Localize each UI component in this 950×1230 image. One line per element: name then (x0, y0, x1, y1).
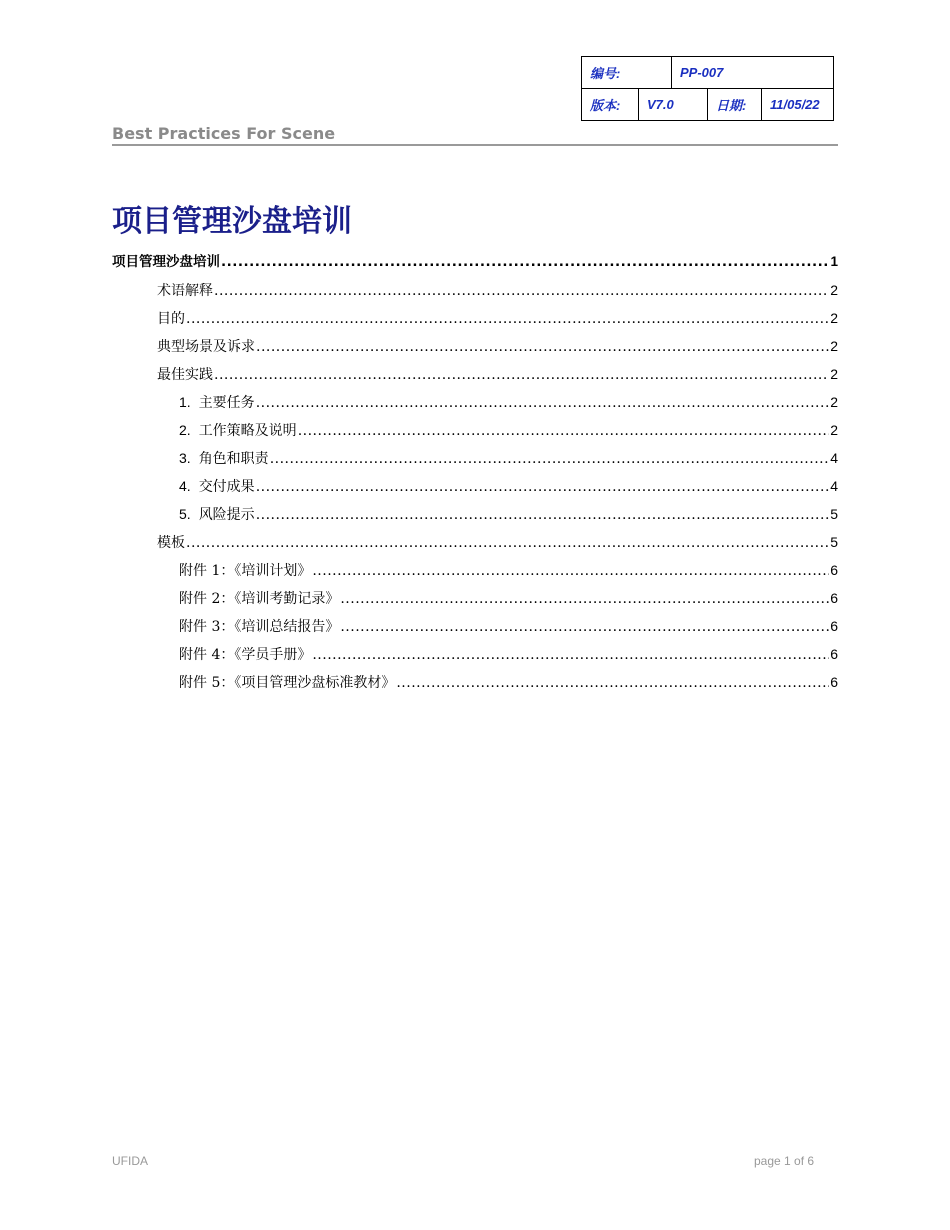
toc-entry-text: 模板 (157, 535, 185, 551)
toc-dot-leader (186, 529, 829, 557)
toc-page-number: 2 (830, 338, 838, 354)
toc-entry[interactable] (112, 304, 838, 332)
toc-entry-number: 2. (179, 422, 191, 438)
version-value: V7.0 (639, 89, 708, 121)
toc-entry[interactable] (112, 360, 838, 388)
toc-dot-leader (340, 613, 829, 641)
toc-entry-text: 术语解释 (157, 283, 213, 299)
toc-dot-leader (214, 361, 829, 389)
toc-page-number: 5 (830, 506, 838, 522)
toc-entry[interactable] (112, 556, 838, 584)
toc-entry-text: 项目管理沙盘培训 (112, 254, 220, 270)
toc-dot-leader (340, 585, 829, 613)
toc-page-number: 6 (830, 674, 838, 690)
toc-page-number: 4 (830, 478, 838, 494)
footer-page-number: page 1 of 6 (754, 1154, 815, 1168)
toc-dot-leader (270, 445, 830, 473)
toc-entry-text: 附件 1：《培训计划》 (179, 563, 312, 579)
toc-entry-text: 交付成果 (198, 479, 255, 495)
footer-company: UFIDA (112, 1154, 148, 1168)
toc-entry[interactable] (112, 500, 838, 528)
toc-dot-leader (256, 501, 830, 529)
toc-page-number: 6 (830, 618, 838, 634)
toc-dot-leader (214, 277, 829, 305)
toc-entry-text: 工作策略及说明 (198, 423, 297, 439)
table-of-contents (112, 248, 838, 696)
toc-page-number: 6 (830, 646, 838, 662)
toc-dot-leader (186, 305, 829, 333)
toc-entry[interactable] (112, 388, 838, 416)
toc-entry[interactable] (112, 332, 838, 360)
toc-entry-text: 风险提示 (198, 507, 255, 523)
header-title: Best Practices For Scene (112, 124, 336, 143)
toc-page-number: 2 (830, 394, 838, 410)
toc-entry-text: 附件 5：《项目管理沙盘标准教材》 (179, 675, 396, 691)
toc-entry[interactable] (112, 248, 838, 276)
toc-page-number: 2 (830, 422, 838, 438)
number-value: PP-007 (672, 57, 834, 89)
date-label: 日期: (708, 89, 762, 121)
toc-entry[interactable] (112, 472, 838, 500)
toc-dot-leader (256, 473, 830, 501)
toc-entry[interactable] (112, 444, 838, 472)
toc-entry-text: 附件 2：《培训考勤记录》 (179, 591, 340, 607)
toc-entry-number: 5. (179, 506, 191, 522)
toc-dot-leader (396, 669, 829, 697)
toc-entry-text: 典型场景及诉求 (157, 339, 255, 355)
toc-entry-text: 目的 (157, 311, 185, 327)
toc-page-number: 6 (830, 590, 838, 606)
toc-entry-text: 主要任务 (198, 395, 255, 411)
toc-entry[interactable] (112, 416, 838, 444)
toc-entry-number: 3. (179, 450, 191, 466)
toc-dot-leader (221, 248, 829, 276)
toc-entry[interactable] (112, 584, 838, 612)
toc-page-number: 1 (830, 254, 838, 269)
toc-dot-leader (298, 417, 830, 445)
toc-page-number: 2 (830, 310, 838, 326)
toc-entry-text: 附件 3：《培训总结报告》 (179, 619, 340, 635)
toc-dot-leader (256, 333, 829, 361)
toc-entry[interactable] (112, 276, 838, 304)
toc-entry[interactable] (112, 668, 838, 696)
toc-entry[interactable] (112, 640, 838, 668)
toc-entry-number: 1. (179, 394, 191, 410)
number-label: 编号: (582, 57, 672, 89)
toc-page-number: 5 (830, 534, 838, 550)
version-label: 版本: (582, 89, 639, 121)
toc-dot-leader (256, 389, 830, 417)
document-title: 项目管理沙盘培训 (112, 204, 352, 239)
meta-row-number (582, 57, 834, 89)
toc-page-number: 4 (830, 450, 838, 466)
toc-page-number: 6 (830, 562, 838, 578)
toc-entry-number: 4. (179, 478, 191, 494)
meta-row-version (582, 89, 834, 121)
header-divider (112, 144, 838, 146)
document-meta-table (581, 56, 834, 121)
toc-dot-leader (312, 557, 829, 585)
toc-page-number: 2 (830, 366, 838, 382)
toc-page-number: 2 (830, 282, 838, 298)
toc-entry-text: 角色和职责 (198, 451, 269, 467)
date-value: 11/05/22 (762, 89, 834, 121)
toc-entry[interactable] (112, 528, 838, 556)
toc-dot-leader (312, 641, 829, 669)
toc-entry[interactable] (112, 612, 838, 640)
toc-entry-text: 附件 4：《学员手册》 (179, 647, 312, 663)
toc-entry-text: 最佳实践 (157, 367, 213, 383)
